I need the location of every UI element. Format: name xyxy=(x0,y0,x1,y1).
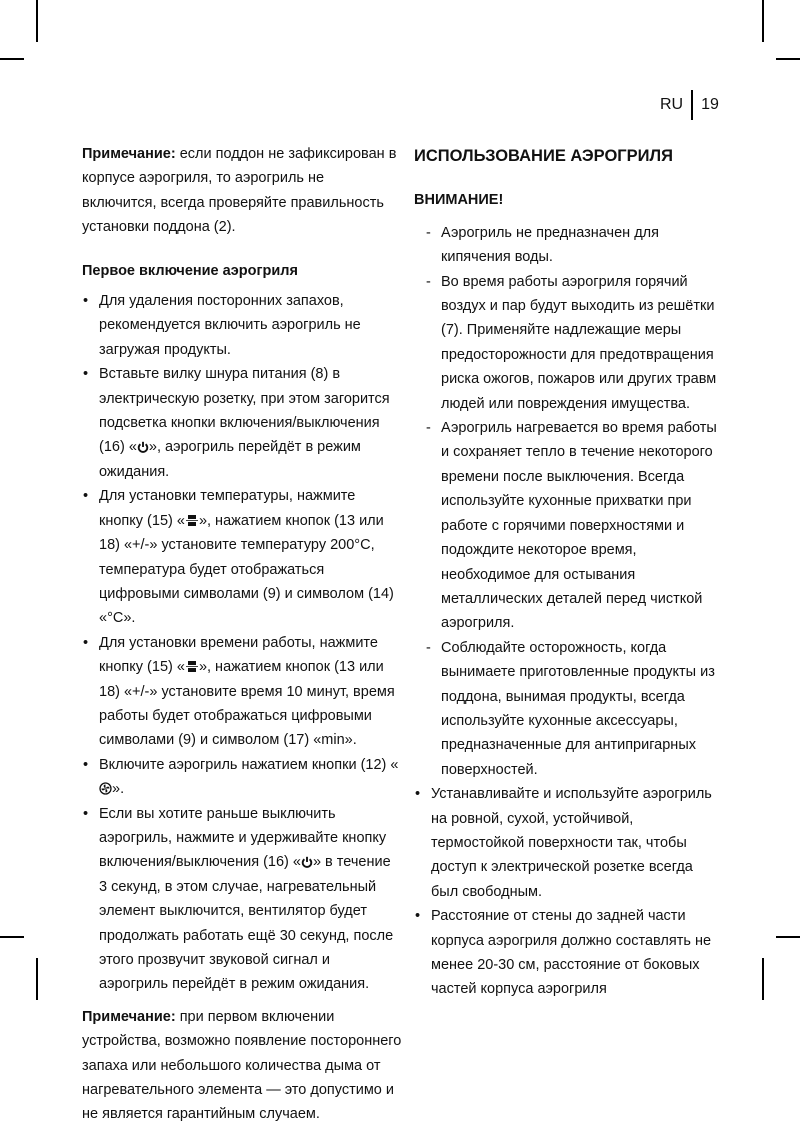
section-title: ИСПОЛЬЗОВАНИЕ АЭРОГРИЛЯ xyxy=(414,147,673,165)
list-item: - Аэрогриль нагревается во время работы и сохраняет тепло в течение некоторого времени после выключения. Всегда используйте кухонные прихватки при работе с горячими поверхностями и подождите некоторое время, необходимое для остывания металлических деталей перед чисткой аэрогриля. xyxy=(426,416,720,636)
list-item: - Соблюдайте осторожность, когда вынимаете приготовленные продукты из поддона, вынимая продукты, всегда используйте кухонные аксессуары, предназначенные для антипригарных поверхностей. xyxy=(426,636,720,782)
list-item xyxy=(82,484,402,630)
list-item-text: Для удаления посторонних запахов, рекомендуется включить аэрогриль не загружая продукты. xyxy=(99,293,361,358)
crop-mark xyxy=(762,0,764,42)
crop-mark xyxy=(0,936,24,938)
page-number: 19 xyxy=(701,96,719,113)
first-use-heading: Первое включение аэрогриля xyxy=(82,262,298,279)
list-item-text: », нажатием кнопок (13 или 18) «+/-» установите температуру 200°С, температура будет отображаться цифровыми символами (9) и символом (14) «°С». xyxy=(99,512,394,627)
temp-time-icon xyxy=(185,514,199,527)
list-item xyxy=(82,362,402,484)
note-text: при первом включении устройства, возможно появление постороннего запаха или небольшого количества дыма от нагревательного элемента — это допустимо и не является гарантийным случаем. xyxy=(82,1008,402,1123)
crop-mark xyxy=(0,58,24,60)
crop-mark xyxy=(762,958,764,1000)
left-column xyxy=(82,142,402,1127)
list-item-text: Если вы хотите раньше выключить аэрогриль, нажмите и удерживайте кнопку включения/выключения (16) « xyxy=(99,805,387,871)
note-text: если поддон не зафиксирован в корпусе аэрогриля, то аэрогриль не включится, всегда проверяйте правильность установки поддона (2). xyxy=(82,146,397,236)
list-item-text: » в течение 3 секунд, в этом случае, нагревательный элемент выключится, вентилятор будет продолжать работать ещё 30 секунд, после этого прозвучит звуковой сигнал и аэрогриль перейдёт в режим ожидания. xyxy=(99,854,394,993)
list-item-text: », аэрогриль перейдёт в режим ожидания. xyxy=(99,439,361,480)
crop-mark xyxy=(776,936,800,938)
first-use-list xyxy=(82,289,402,997)
list-item-text: Включите аэрогриль нажатием кнопки (12) « xyxy=(99,756,399,773)
warning-heading: ВНИМАНИЕ! xyxy=(414,192,504,209)
note-paragraph xyxy=(82,142,402,240)
power-icon xyxy=(137,441,149,453)
crop-mark xyxy=(776,58,800,60)
note-paragraph xyxy=(82,1005,402,1127)
temp-time-icon xyxy=(185,660,199,673)
install-list xyxy=(414,782,720,1002)
header-divider xyxy=(691,90,693,120)
list-item xyxy=(82,753,402,802)
list-item xyxy=(82,289,402,362)
list-item-text: », нажатием кнопок (13 или 18) «+/-» установите время 10 минут, время работы будет отображаться цифровыми символами (9) и символом (17) «min». xyxy=(99,659,395,749)
list-item: - Во время работы аэрогриля горячий воздух и пар будут выходить из решётки (7). Применяйте надлежащие меры предосторожности для предотвращения риска ожогов, пожаров или других травм людей или повреждения имущества. xyxy=(426,270,720,416)
page-header xyxy=(660,90,719,120)
fan-icon xyxy=(99,782,112,795)
list-item xyxy=(82,631,402,753)
right-column xyxy=(414,142,720,1002)
crop-mark xyxy=(36,958,38,1000)
note-label: Примечание: xyxy=(82,146,176,162)
list-item-text: Вставьте вилку шнура питания (8) в электрическую розетку, при этом загорится подсветка кнопки включения/выключения (16) « xyxy=(99,366,390,456)
note-label: Примечание: xyxy=(82,1008,176,1025)
crop-mark xyxy=(36,0,38,42)
list-item-text: Для установки температуры, нажмите кнопку (15) « xyxy=(99,488,356,529)
list-item-text: ». xyxy=(112,781,125,798)
language-code: RU xyxy=(660,96,684,113)
list-item: - Аэрогриль не предназначен для кипячения воды. xyxy=(426,221,720,270)
warning-list xyxy=(426,221,720,782)
list-item: • Расстояние от стены до задней части корпуса аэрогриля должно составлять не менее 20-30 см, расстояние от боковых частей корпуса аэрогриля xyxy=(414,904,720,1002)
power-icon xyxy=(301,856,313,868)
list-item-text: Для установки времени работы, нажмите кнопку (15) « xyxy=(99,634,378,676)
list-item xyxy=(82,802,402,997)
list-item: • Устанавливайте и используйте аэрогриль на ровной, сухой, устойчивой, термостойкой поверхности так, чтобы доступ к электрической розетке всегда был свободным. xyxy=(414,782,720,904)
